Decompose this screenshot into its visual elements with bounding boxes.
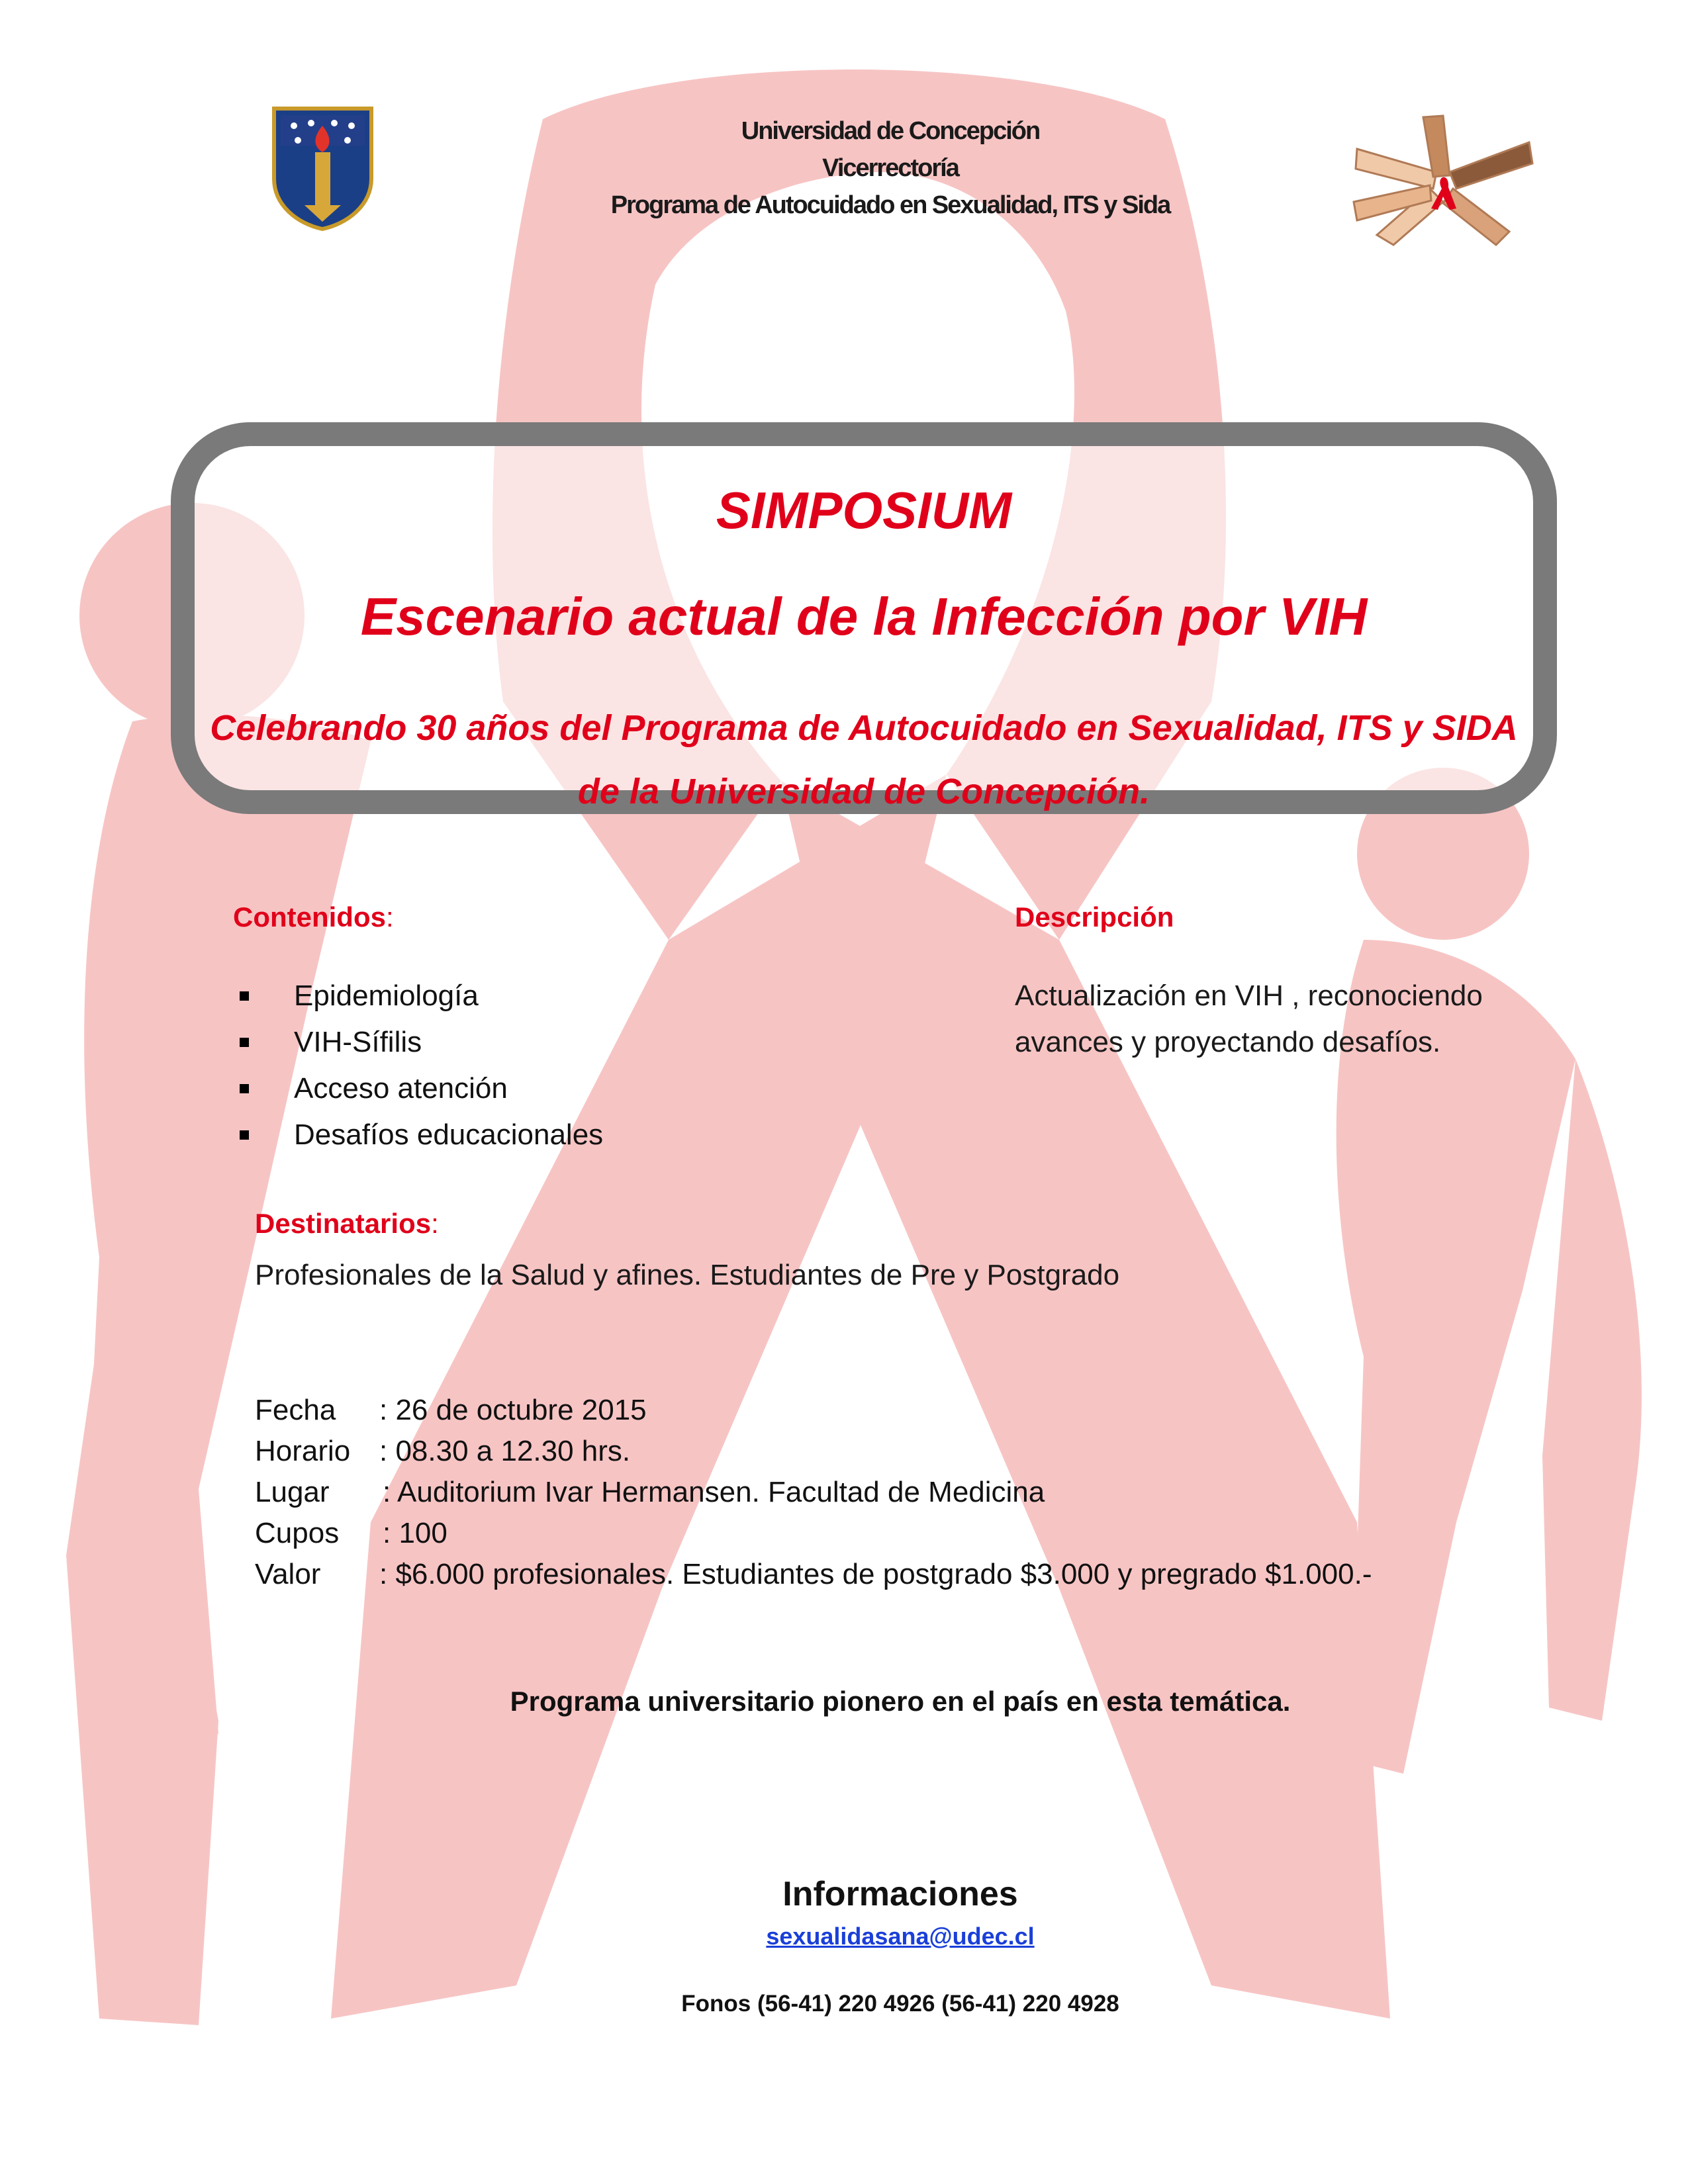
bullet-square-icon xyxy=(240,1038,249,1047)
detail-value: : 26 de octubre 2015 xyxy=(379,1394,647,1426)
header-line-program: Programa de Autocuidado en Sexualidad, ITS y Sida xyxy=(610,191,1170,219)
info-heading: Informaciones xyxy=(782,1875,1018,1913)
destinatarios-heading-text: Destinatarios xyxy=(255,1208,432,1239)
destinatarios-text: Profesionales de la Salud y afines. Estudiantes de Pre y Postgrado xyxy=(255,1259,1120,1291)
email-link[interactable]: sexualidasana@udec.cl xyxy=(766,1923,1035,1950)
descripcion-text: Actualización en VIH , reconociendo avances y proyectando desafíos. xyxy=(1015,979,1483,1058)
destinatarios-colon: : xyxy=(431,1208,439,1239)
symposium-subtitle: Celebrando 30 años del Programa de Autocuidado en Sexualidad, ITS y SIDA de la Universidad de Concepción. xyxy=(210,708,1518,811)
info-email-row xyxy=(0,1923,1688,1950)
detail-label: Horario xyxy=(255,1435,351,1467)
detail-label: Cupos xyxy=(255,1517,340,1549)
contenidos-colon: : xyxy=(385,901,394,933)
header-line-vicerrectoria: Vicerrectoría xyxy=(822,154,959,182)
list-item xyxy=(233,1066,603,1112)
bullet-square-icon xyxy=(240,991,249,1001)
detail-value: : $6.000 profesionales. Estudiantes de postgrado $3.000 y pregrado $1.000.- xyxy=(379,1558,1372,1590)
detail-row-fecha xyxy=(255,1390,1372,1431)
university-crest-icon xyxy=(271,106,374,232)
phone-numbers: Fonos (56-41) 220 4926 (56-41) 220 4928 xyxy=(681,1991,1119,2017)
contenidos-heading-text: Contenidos xyxy=(233,901,386,933)
destinatarios-heading xyxy=(255,1208,439,1240)
list-item-label: Desafíos educacionales xyxy=(294,1118,604,1151)
contenidos-heading xyxy=(233,901,394,933)
detail-label: Lugar xyxy=(255,1476,330,1508)
detail-value: : 100 xyxy=(383,1517,447,1549)
list-item xyxy=(233,1112,603,1158)
hands-ribbon-icon xyxy=(1350,109,1536,251)
detail-row-horario xyxy=(255,1431,1372,1472)
symposium-label: SIMPOSIUM xyxy=(716,481,1012,539)
title-box xyxy=(171,422,1557,814)
bullet-square-icon xyxy=(240,1130,249,1140)
list-item-label: Epidemiología xyxy=(294,979,479,1012)
pioneer-statement: Programa universitario pionero en el país en esta temática. xyxy=(510,1686,1291,1717)
list-item xyxy=(233,973,603,1019)
header-line-university: Universidad de Concepción xyxy=(741,117,1040,145)
detail-value: : 08.30 a 12.30 hrs. xyxy=(379,1435,631,1467)
detail-row-valor xyxy=(255,1554,1372,1595)
contenidos-list xyxy=(233,973,603,1158)
list-item-label: Acceso atención xyxy=(294,1072,508,1105)
bullet-square-icon xyxy=(240,1084,249,1093)
descripcion-heading: Descripción xyxy=(1015,901,1174,933)
detail-row-lugar xyxy=(255,1472,1372,1513)
detail-label: Fecha xyxy=(255,1394,336,1426)
detail-label: Valor xyxy=(255,1558,321,1590)
list-item xyxy=(233,1019,603,1066)
detail-value: : Auditorium Ivar Hermansen. Facultad de Medicina xyxy=(383,1476,1045,1508)
event-details xyxy=(255,1390,1372,1595)
symposium-title: Escenario actual de la Infección por VIH xyxy=(360,587,1368,646)
detail-row-cupos xyxy=(255,1513,1372,1554)
list-item-label: VIH-Sífilis xyxy=(294,1026,422,1058)
institution-header xyxy=(463,113,1317,224)
